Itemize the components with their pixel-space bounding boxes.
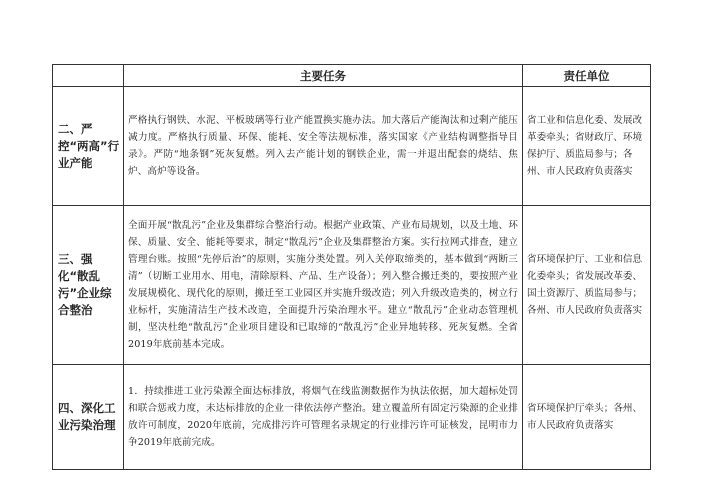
row-category: 三、强化“散乱污”企业综合整治: [53, 206, 124, 365]
table-row: [53, 206, 651, 365]
row-tasks: 严格执行钢铁、水泥、平板玻璃等行业产能置换实施办法。加大落后产能淘汰和过剩产能压减力度。严格执行质量、环保、能耗、安全等法规标准，落实国家《产业结构调整指导目录》。严防“地条钢”死灰复燃。列入去产能计划的钢铁企业，需一并退出配套的烧结、焦炉、高炉等设备。: [124, 87, 523, 206]
header-main-tasks: 主要任务: [124, 65, 523, 87]
row-responsible: 省环境保护厅、工业和信息化委牵头；省发展改革委、国土资源厅、质监局参与；各州、市人民政府负责落实: [523, 206, 651, 365]
table-header-row: [53, 65, 651, 87]
row-tasks: 1．持续推进工业污染源全面达标排放，将烟气在线监测数据作为执法依据，加大超标处罚和联合惩戒力度，未达标排放的企业一律依法停产整治。建立覆盖所有固定污染源的企业排放许可制度，2020年底前，完成排污许可管理名录规定的行业排污许可证核发，昆明市力争2019年底前完成。: [124, 365, 523, 470]
row-category: 四、深化工业污染治理: [53, 365, 124, 470]
row-responsible: 省工业和信息化委、发展改革委牵头；省财政厅、环境保护厅、质监局参与；各州、市人民政府负责落实: [523, 87, 651, 206]
header-category: [53, 65, 124, 87]
table-row: [53, 87, 651, 206]
row-tasks: 全面开展“散乱污”企业及集群综合整治行动。根据产业政策、产业布局规划，以及土地、环保、质量、安全、能耗等要求，制定“散乱污”企业及集群整治方案。实行拉网式排查，建立管理台账。按照“先停后治”的原则，实施分类处置。列入关停取缔类的，基本做到“两断三清”（切断工业用水、用电，清除原料、产品、生产设备）；列入整合搬迁类的，要按照产业发展规模化、现代化的原则，搬迁至工业园区并实施升级改造；列入升级改造类的，树立行业标杆，实施清洁生产技术改造，全面提升污染治理水平。建立“散乱污”企业动态管理机制，坚决杜绝“散乱污”企业项目建设和已取缔的“散乱污”企业异地转移、死灰复燃。全省2019年底前基本完成。: [124, 206, 523, 365]
row-category: 二、严控“两高”行业产能: [53, 87, 124, 206]
table-row: [53, 365, 651, 470]
task-table: [52, 64, 651, 470]
header-responsible-unit: 责任单位: [523, 65, 651, 87]
row-responsible: 省环境保护厅牵头；各州、市人民政府负责落实: [523, 365, 651, 470]
